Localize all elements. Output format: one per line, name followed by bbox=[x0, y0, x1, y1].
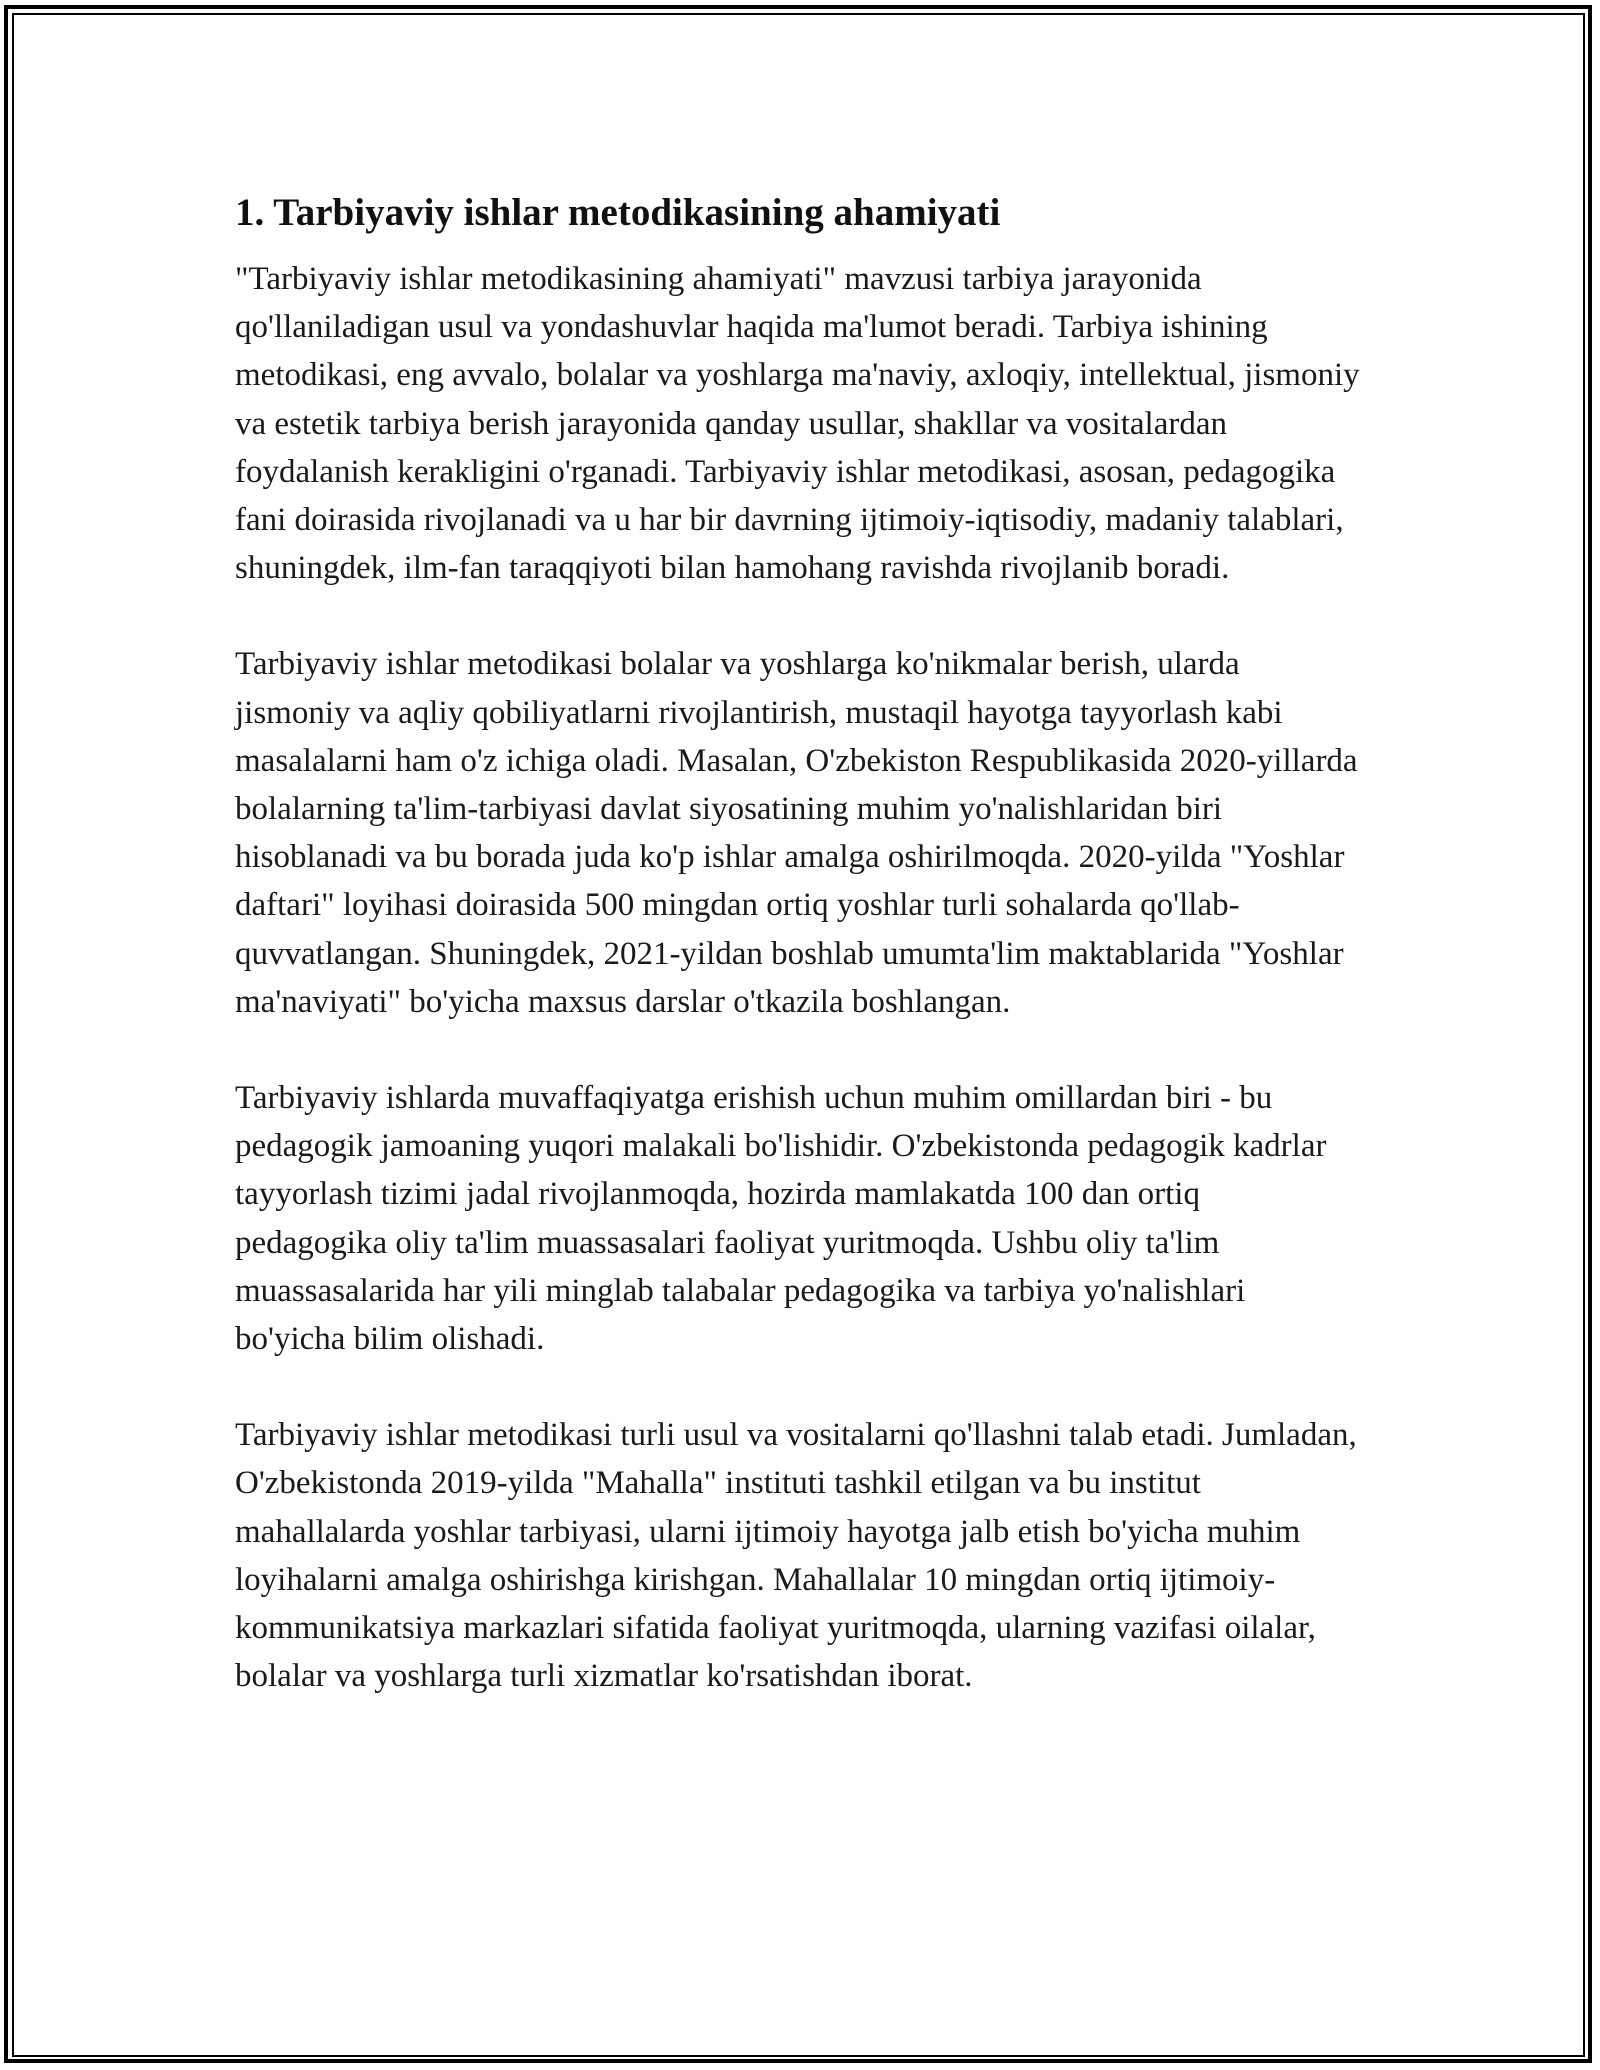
paragraph-1: "Tarbiyaviy ishlar metodikasining ahamiyati" mavzusi tarbiya jarayonida qo'llaniladigan usul va yondashuvlar haqida ma'lumot beradi. Tarbiya ishining metodikasi, eng avvalo, bolalar va yoshlarga ma'naviy, axloqiy, intellektual, jismoniy va estetik tarbiya berish jarayonida qanday usullar, shakllar va vositalardan foydalanish kerakligini o'rganadi. Tarbiyaviy ishlar metodikasi, asosan, pedagogika fani doirasida rivojlanadi va u har bir davrning ijtimoiy-iqtisodiy, madaniy talablari, shuningdek, ilm-fan taraqqiyoti bilan hamohang ravishda rivojlanib boradi. bbox=[235, 261, 1360, 587]
section-heading: 1. Tarbiyaviy ishlar metodikasining ahamiyati bbox=[235, 191, 1001, 234]
document-body bbox=[235, 185, 1360, 1748]
paragraph-2: Tarbiyaviy ishlar metodikasi bolalar va yoshlarga ko'nikmalar berish, ularda jismoniy va aqliy qobiliyatlarni rivojlantirish, mustaqil hayotga tayyorlash kabi masalalarni ham o'z ichiga oladi. Masalan, O'zbekiston Respublikasida 2020-yillarda bolalarning ta'lim-tarbiyasi davlat siyosatining muhim yo'nalishlaridan biri hisoblanadi va bu borada juda ko'p ishlar amalga oshirilmoqda. 2020-yilda "Yoshlar daftari" loyihasi doirasida 500 mingdan ortiq yoshlar turli sohalarda qo'llab-quvvatlangan. Shuningdek, 2021-yildan boshlab umumta'lim maktablarida "Yoshlar ma'naviyati" bo'yicha maxsus darslar o'tkazila boshlangan. bbox=[235, 646, 1358, 1020]
paragraph-3: Tarbiyaviy ishlarda muvaffaqiyatga erishish uchun muhim omillardan biri - bu pedagogik jamoaning yuqori malakali bo'lishidir. O'zbekistonda pedagogik kadrlar tayyorlash tizimi jadal rivojlanmoqda, hozirda mamlakatda 100 dan ortiq pedagogika oliy ta'lim muassasalari faoliyat yuritmoqda. Ushbu oliy ta'lim muassasalarida har yili minglab talabalar pedagogika va tarbiya yo'nalishlari bo'yicha bilim olishadi. bbox=[235, 1080, 1327, 1358]
paragraph-4: Tarbiyaviy ishlar metodikasi turli usul va vositalarni qo'llashni talab etadi. Jumladan, O'zbekistonda 2019-yilda "Mahalla" instituti tashkil etilgan va bu institut mahallalarda yoshlar tarbiyasi, ularni ijtimoiy hayotga jalb etish bo'yicha muhim loyihalarni amalga oshirishga kirishgan. Mahallalar 10 mingdan ortiq ijtimoiy-kommunikatsiya markazlari sifatida faoliyat yuritmoqda, ularning vazifasi oilalar, bolalar va yoshlarga turli xizmatlar ko'rsatishdan iborat. bbox=[235, 1417, 1357, 1695]
